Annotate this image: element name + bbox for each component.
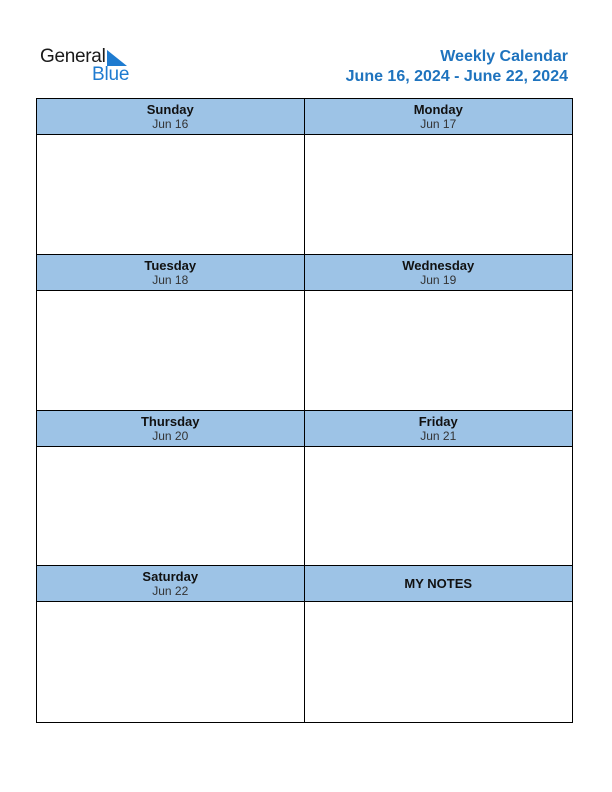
calendar-grid bbox=[36, 98, 573, 723]
logo-text-blue: Blue bbox=[92, 64, 130, 85]
day-header bbox=[37, 99, 304, 135]
page-title: Weekly Calendar bbox=[440, 48, 568, 65]
day-cell-sunday bbox=[37, 99, 305, 255]
day-cell-monday bbox=[305, 99, 573, 255]
notes-label: MY NOTES bbox=[404, 576, 473, 592]
day-header bbox=[37, 255, 304, 291]
day-writing-area[interactable] bbox=[37, 135, 304, 254]
logo-text-general: General bbox=[40, 46, 106, 67]
day-date: Jun 17 bbox=[420, 117, 457, 131]
day-name: Saturday bbox=[142, 569, 199, 585]
day-name: Wednesday bbox=[402, 257, 475, 273]
day-cell-wednesday bbox=[305, 255, 573, 411]
notes-writing-area[interactable] bbox=[305, 602, 573, 722]
day-date: Jun 21 bbox=[420, 428, 457, 443]
day-date: Jun 22 bbox=[152, 584, 189, 599]
day-writing-area[interactable] bbox=[305, 447, 573, 566]
day-header bbox=[37, 566, 304, 602]
day-header bbox=[305, 99, 573, 135]
day-name: Friday bbox=[418, 413, 458, 429]
day-date: Jun 16 bbox=[152, 117, 189, 131]
day-writing-area[interactable] bbox=[37, 291, 304, 410]
day-date: Jun 19 bbox=[420, 272, 457, 287]
day-cell-thursday bbox=[37, 411, 305, 567]
day-writing-area[interactable] bbox=[305, 135, 573, 254]
notes-header bbox=[305, 566, 573, 602]
day-writing-area[interactable] bbox=[37, 602, 304, 722]
day-name: Monday bbox=[413, 102, 463, 117]
day-cell-saturday bbox=[37, 566, 305, 722]
day-cell-friday bbox=[305, 411, 573, 567]
day-header bbox=[305, 255, 573, 291]
day-header bbox=[37, 411, 304, 447]
day-date: Jun 18 bbox=[152, 272, 189, 287]
day-writing-area[interactable] bbox=[305, 291, 573, 410]
day-name: Thursday bbox=[140, 413, 200, 429]
day-cell-tuesday bbox=[37, 255, 305, 411]
logo bbox=[40, 46, 140, 86]
day-writing-area[interactable] bbox=[37, 447, 304, 566]
day-header bbox=[305, 411, 573, 447]
date-range: June 16, 2024 - June 22, 2024 bbox=[345, 68, 568, 85]
notes-cell bbox=[305, 566, 573, 722]
day-name: Sunday bbox=[146, 102, 194, 117]
day-name: Tuesday bbox=[144, 257, 197, 273]
day-date: Jun 20 bbox=[152, 428, 189, 443]
